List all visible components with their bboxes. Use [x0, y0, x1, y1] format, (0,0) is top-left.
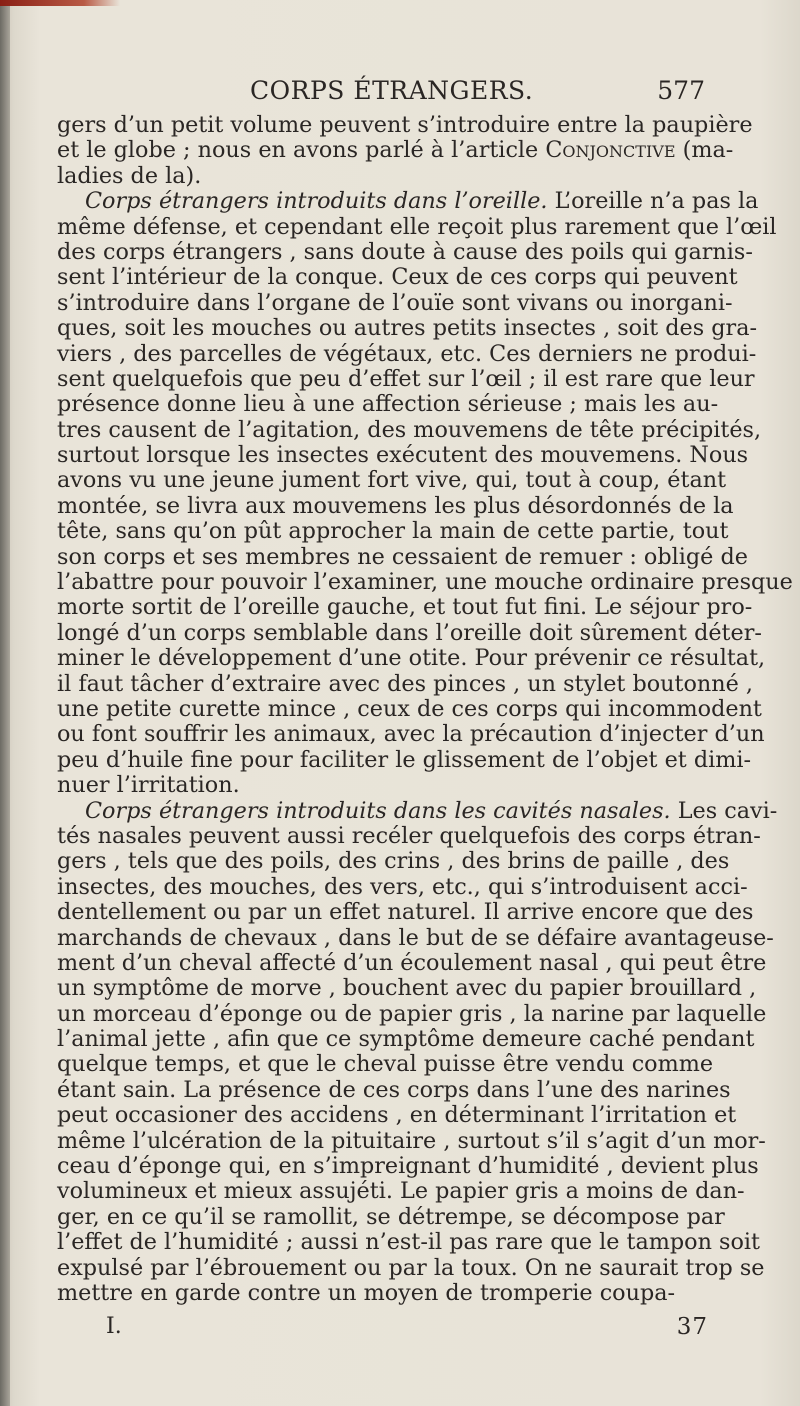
text-line: [57, 1127, 766, 1154]
line-text: nuer l’irritation.: [57, 772, 240, 799]
line-text: tête, sans qu’on pût approcher la main de cette partie, tout: [57, 518, 729, 545]
text-line: [57, 365, 755, 392]
line-text: marchands de chevaux , dans le but de se défaire avantageuse-: [57, 924, 774, 951]
line-text: montée, se livra aux mouvemens les plus désordonnés de la: [57, 492, 734, 519]
page-number: 577: [657, 76, 705, 105]
line-text: peu d’huile fine pour faciliter le glissement de l’objet et dimi-: [57, 746, 752, 773]
text-line: [57, 164, 707, 189]
text-line: [57, 1102, 737, 1129]
line-text: L’oreille n’a pas la: [547, 188, 759, 215]
text-line: [57, 822, 761, 849]
text-line: [57, 112, 753, 138]
text-line: [57, 975, 757, 1002]
line-text: il faut tâcher d’extraire avec des pinces , un stylet boutonné ,: [57, 670, 753, 697]
line-text: présence donne lieu à une affection sérieuse ; mais les au-: [57, 391, 719, 418]
article-reference: Conjonctive: [545, 137, 676, 164]
line-text: surtout lorsque les insectes exécutent des mouvemens. Nous: [57, 442, 749, 469]
line-text: s’introduire dans l’organe de l’ouïe sont vivans ou inorgani-: [57, 289, 733, 316]
text-line: [57, 1153, 759, 1180]
text-line: [57, 315, 758, 342]
text-line: [57, 1178, 745, 1205]
signature-mark: I.: [106, 1314, 122, 1339]
text-line: [57, 1281, 707, 1306]
text-line: [57, 670, 753, 697]
section-heading: Corps étrangers introduits dans l’oreille.: [85, 188, 548, 215]
line-text: ger, en ce qu’il se ramollit, se détrempe, se décompose par: [57, 1203, 725, 1230]
line-text: gers , tels que des poils, des crins , des brins de paille , des: [57, 848, 730, 875]
line-text: sent l’intérieur de la conque. Ceux de ces corps qui peuvent: [57, 264, 738, 291]
line-text: étant sain. La présence de ces corps dans l’une des narines: [57, 1076, 731, 1103]
text-line: [57, 340, 757, 367]
text-line: [57, 543, 748, 570]
line-text: l’abattre pour pouvoir l’examiner, une mouche ordinaire presque: [57, 569, 793, 596]
line-text-tail: (ma-: [675, 137, 734, 164]
page-binding-edge: [0, 0, 10, 1406]
text-line: [57, 848, 730, 875]
line-text: tres causent de l’agitation, des mouvemens de tête précipités,: [57, 416, 762, 443]
text-line: [57, 1076, 731, 1103]
text-line: [57, 1203, 725, 1230]
text-line: [57, 1000, 767, 1027]
line-text: Les cavi-: [670, 797, 778, 824]
text-line: [57, 518, 729, 545]
paragraph: [57, 112, 753, 189]
line-text: ladies de la).: [57, 162, 202, 189]
text-line: [57, 442, 749, 469]
text-line: [57, 467, 727, 494]
text-line: [57, 1051, 714, 1078]
line-text: ques, soit les mouches ou autres petits insectes , soit des gra-: [57, 315, 758, 342]
line-text: ment d’un cheval affecté d’un écoulement nasal , qui peut être: [57, 949, 767, 976]
line-text: des corps étrangers , sans doute à cause des poils qui garnis-: [57, 238, 753, 265]
line-text: mettre en garde contre un moyen de tromperie coupa-: [57, 1279, 676, 1306]
text-line: [57, 645, 766, 672]
line-text: même défense, et cependant elle reçoit plus rarement que l’œil: [57, 213, 777, 240]
line-text: un symptôme de morve , bouchent avec du papier brouillard ,: [57, 975, 757, 1002]
text-line: [57, 1026, 755, 1053]
line-text: l’effet de l’humidité ; aussi n’est-il pas rare que le tampon soit: [57, 1229, 761, 1256]
line-text: un morceau d’éponge ou de papier gris , la narine par laquelle: [57, 1000, 767, 1027]
text-line: [57, 492, 734, 519]
text-line: [57, 594, 753, 621]
line-text: longé d’un corps semblable dans l’oreille doit sûrement déter-: [57, 619, 762, 646]
text-line: [57, 619, 762, 646]
text-line: [57, 213, 777, 240]
section-heading: Corps étrangers introduits dans les cavités nasales.: [85, 797, 671, 824]
text-line: [57, 746, 752, 773]
line-text: et le globe ; nous en avons parlé à l’article: [57, 137, 546, 164]
line-text: ceau d’éponge qui, en s’impreignant d’humidité , devient plus: [57, 1153, 759, 1180]
text-line: [57, 289, 733, 316]
page-top-edge: [0, 0, 120, 6]
text-line: [57, 1229, 761, 1256]
text-line: [57, 695, 762, 722]
paragraph: [57, 797, 778, 1307]
line-text: même l’ulcération de la pituitaire , surtout s’il s’agit d’un mor-: [57, 1127, 766, 1154]
line-text: tés nasales peuvent aussi recéler quelquefois des corps étran-: [57, 822, 761, 849]
text-line: [57, 1254, 765, 1281]
line-text: peut occasioner des accidens , en déterminant l’irritation et: [57, 1102, 737, 1129]
running-header: [250, 76, 705, 110]
paragraph: [57, 188, 793, 799]
line-text: insectes, des mouches, des vers, etc., qui s’introduisent acci-: [57, 873, 748, 900]
page-footer: [106, 1314, 708, 1348]
line-text: son corps et ses membres ne cessaient de remuer : obligé de: [57, 543, 748, 570]
running-title: CORPS ÉTRANGERS.: [250, 76, 534, 105]
line-text: avons vu une jeune jument fort vive, qui, tout à coup, étant: [57, 467, 727, 494]
text-line: [57, 416, 762, 443]
line-text: une petite curette mince , ceux de ces corps qui incommodent: [57, 695, 762, 722]
text-line: [57, 238, 753, 265]
text-line: [57, 721, 765, 748]
text-line: [57, 391, 719, 418]
body-text: [57, 112, 793, 1306]
text-line: [57, 264, 738, 291]
text-line: [57, 924, 774, 951]
line-text: ou font souffrir les animaux, avec la précaution d’injecter d’un: [57, 721, 765, 748]
line-text: quelque temps, et que le cheval puisse être vendu comme: [57, 1051, 714, 1078]
line-text: sent quelquefois que peu d’effet sur l’œil ; il est rare que leur: [57, 365, 755, 392]
line-text: viers , des parcelles de végétaux, etc. Ces derniers ne produi-: [57, 340, 757, 367]
text-line: [57, 873, 748, 900]
line-text: morte sortit de l’oreille gauche, et tout fut fini. Le séjour pro-: [57, 594, 753, 621]
text-line: [57, 797, 778, 824]
line-text: expulsé par l’ébrouement ou par la toux. On ne saurait trop se: [57, 1254, 765, 1281]
line-text: volumineux et mieux assujéti. Le papier gris a moins de dan-: [57, 1178, 745, 1205]
line-text: miner le développement d’une otite. Pour prévenir ce résultat,: [57, 645, 766, 672]
line-text: gers d’un petit volume peuvent s’introduire entre la paupière: [57, 112, 753, 138]
text-line: [57, 949, 767, 976]
sheet-number: 37: [676, 1314, 708, 1340]
text-line: [57, 899, 754, 926]
text-line: [57, 137, 734, 164]
text-line: [57, 188, 759, 215]
text-line: [57, 773, 707, 798]
line-text: dentellement ou par un effet naturel. Il arrive encore que des: [57, 899, 754, 926]
text-line: [57, 569, 793, 596]
line-text: l’animal jette , afin que ce symptôme demeure caché pendant: [57, 1026, 755, 1053]
